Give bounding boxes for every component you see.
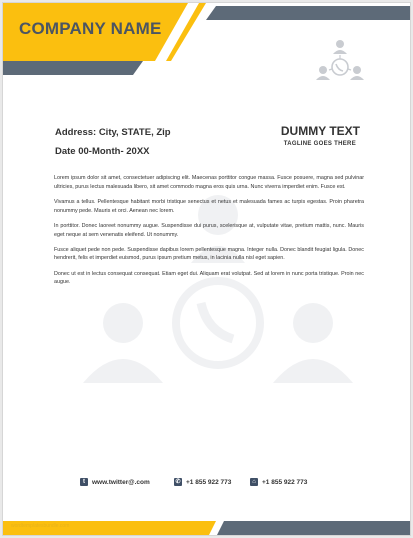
phone-icon: ✆ <box>175 479 181 485</box>
header-slate-stripe-right <box>206 6 411 20</box>
footer-website[interactable]: wordtemplatesbundle.com <box>11 523 70 529</box>
contact-phone[interactable] <box>174 478 231 486</box>
brand-tagline: TAGLINE GOES THERE <box>283 141 356 147</box>
contact-bar <box>3 478 411 492</box>
body-paragraph: In porttitor. Donec laoreet nonummy augue. Suspendisse dui purus, scelerisque at, vulputate vitae, pretium mattis, nunc. Mauris eget neque at sem venenatis eleifend. Ut nonummy. <box>54 222 364 238</box>
body-paragraph: Lorem ipsum dolor sit amet, consectetuer adipiscing elit. Maecenas porttitor congue massa. Fusce posuere, magna sed pulvinar ultricies, purus lectus malesuada libero, sit amet commodo magna eros quis urna. Nunc viverra imperdiet enim. Fusce est. <box>54 175 364 190</box>
body-paragraph: Fusce aliquet pede non pede. Suspendisse dapibus lorem pellentesque magna. Integer nulla. Donec blandit feugiat ligula. Donec hendrerit, felis et imperdiet euismod, purus ipsum pretium metus, in lacinia nulla nisl eget sapien. <box>54 246 364 262</box>
teamwork-network-icon <box>315 37 365 89</box>
contact-home[interactable] <box>250 478 307 486</box>
phone-number: +1 855 922 773 <box>186 478 232 486</box>
footer-slate-band <box>216 521 411 536</box>
letterhead-page <box>2 2 411 536</box>
brand-title: DUMMY TEXT <box>280 124 360 138</box>
twitter-icon: t <box>80 478 88 486</box>
body-paragraph: Donec ut est in lectus consequat consequat. Etiam eget dui. Aliquam erat volutpat. Sed at lorem in nunc porta tristique. Proin nec augue. <box>54 270 364 286</box>
letter-date: Date 00-Month- 20XX <box>55 146 150 157</box>
home-number: +1 855 922 773 <box>262 478 308 486</box>
letter-body <box>54 174 364 294</box>
header-slate-band-bottom <box>3 61 143 75</box>
twitter-handle: www.twitter@.com <box>92 478 150 486</box>
contact-twitter[interactable] <box>80 478 150 486</box>
home-icon: ⌂ <box>250 478 258 486</box>
company-name: COMPANY NAME <box>19 19 162 38</box>
sender-address: Address: City, STATE, Zip <box>55 127 171 138</box>
body-paragraph: Vivamus a tellus. Pellentesque habitant morbi tristique senectus et netus et malesuada fames ac turpis egestas. Proin pharetra nonummy pede. Mauris et orci. Aenean nec lorem. <box>54 198 364 214</box>
